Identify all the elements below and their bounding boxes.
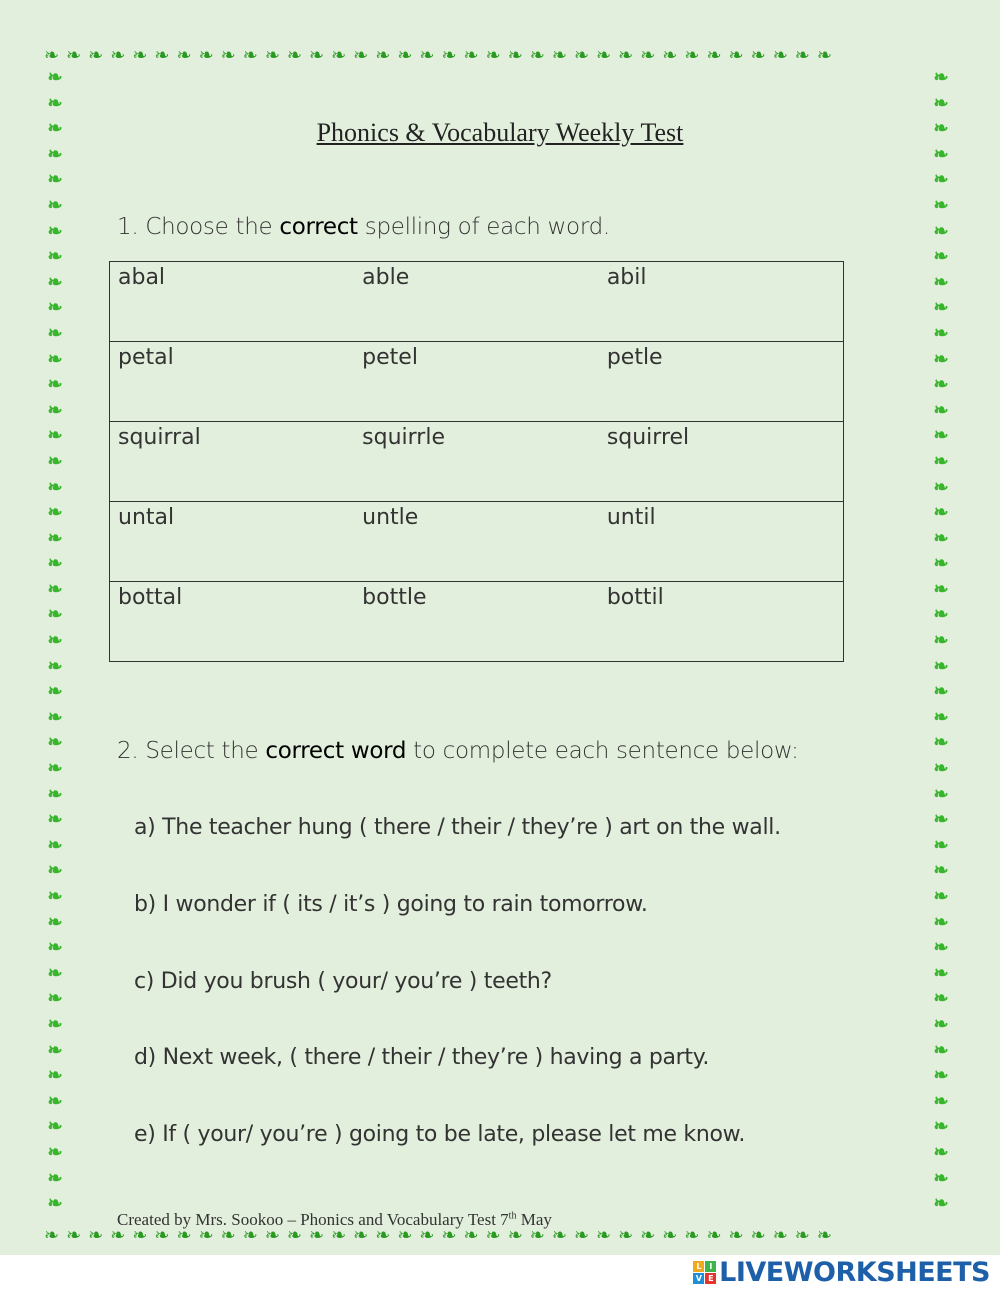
sentence-c[interactable]: c) Did you brush ( your/ you’re ) teeth? bbox=[134, 969, 552, 994]
spelling-option[interactable]: abil bbox=[599, 262, 844, 342]
brand-icon-v: V bbox=[693, 1273, 704, 1284]
brand-icon-e: E bbox=[705, 1273, 716, 1284]
sentence-d[interactable]: d) Next week, ( there / their / they’re ) having a party. bbox=[134, 1045, 710, 1070]
footer-credit bbox=[117, 1210, 552, 1230]
spelling-option[interactable]: squirrle bbox=[354, 422, 599, 502]
decorative-border-bottom: ❧❧❧❧❧❧❧❧❧❧❧❧❧❧❧❧❧❧❧❧❧❧❧❧❧❧❧❧❧❧❧❧❧❧❧❧ bbox=[44, 1225, 839, 1245]
spelling-row bbox=[110, 502, 844, 582]
spelling-option[interactable]: petel bbox=[354, 342, 599, 422]
spelling-option[interactable]: untal bbox=[110, 502, 355, 582]
question-2-instruction bbox=[117, 738, 799, 764]
spelling-table bbox=[109, 261, 844, 662]
spelling-option[interactable]: petle bbox=[599, 342, 844, 422]
spelling-row bbox=[110, 342, 844, 422]
sentence-b[interactable]: b) I wonder if ( its / it’s ) going to rain tomorrow. bbox=[134, 892, 648, 917]
sentence-a[interactable]: a) The teacher hung ( there / their / they’re ) art on the wall. bbox=[134, 815, 781, 840]
question-1-emphasis: correct bbox=[279, 214, 358, 240]
spelling-option[interactable]: squirral bbox=[110, 422, 355, 502]
decorative-border-top: ❧❧❧❧❧❧❧❧❧❧❧❧❧❧❧❧❧❧❧❧❧❧❧❧❧❧❧❧❧❧❧❧❧❧❧❧ bbox=[44, 45, 839, 65]
liveworksheets-logo[interactable] bbox=[693, 1257, 990, 1287]
footer-sup: th bbox=[508, 1210, 517, 1222]
question-1-instruction bbox=[117, 214, 610, 240]
question-2-suffix: to complete each sentence below: bbox=[406, 738, 799, 764]
spelling-option[interactable]: bottil bbox=[599, 582, 844, 662]
brand-icon bbox=[693, 1261, 716, 1284]
spelling-row bbox=[110, 262, 844, 342]
page-title: Phonics & Vocabulary Weekly Test bbox=[316, 118, 684, 147]
brand-name: LIVEWORKSHEETS bbox=[719, 1256, 990, 1288]
spelling-row bbox=[110, 422, 844, 502]
spelling-option[interactable]: able bbox=[354, 262, 599, 342]
spelling-option[interactable]: bottle bbox=[354, 582, 599, 662]
brand-icon-i: I bbox=[705, 1261, 716, 1272]
spelling-option[interactable]: untle bbox=[354, 502, 599, 582]
question-1-suffix: spelling of each word. bbox=[357, 214, 610, 240]
spelling-option[interactable]: petal bbox=[110, 342, 355, 422]
decorative-border-left: ❧ ❧ ❧ ❧ ❧ ❧ ❧ ❧ ❧ ❧ ❧ ❧ ❧ ❧ ❧ ❧ ❧ ❧ ❧ ❧ ❧ ❧ ❧ ❧ ❧ ❧ ❧ ❧ ❧ ❧ ❧ ❧ ❧ ❧ ❧ ❧ ❧ ❧ ❧ ❧ ❧ ❧ ❧ ❧ ❧ bbox=[47, 67, 63, 1214]
footer-tail: May bbox=[516, 1210, 552, 1229]
brand-icon-l: L bbox=[693, 1261, 704, 1272]
spelling-option[interactable]: squirrel bbox=[599, 422, 844, 502]
decorative-border-right: ❧ ❧ ❧ ❧ ❧ ❧ ❧ ❧ ❧ ❧ ❧ ❧ ❧ ❧ ❧ ❧ ❧ ❧ ❧ ❧ ❧ ❧ ❧ ❧ ❧ ❧ ❧ ❧ ❧ ❧ ❧ ❧ ❧ ❧ ❧ ❧ ❧ ❧ ❧ ❧ ❧ ❧ ❧ ❧ ❧ bbox=[933, 67, 949, 1214]
question-2-prefix: 2. Select the bbox=[117, 738, 266, 764]
spelling-option[interactable]: abal bbox=[110, 262, 355, 342]
question-2-emphasis: correct word bbox=[265, 738, 407, 764]
sentence-e[interactable]: e) If ( your/ you’re ) going to be late, please let me know. bbox=[134, 1122, 746, 1147]
spelling-option[interactable]: until bbox=[599, 502, 844, 582]
spelling-row bbox=[110, 582, 844, 662]
spelling-option[interactable]: bottal bbox=[110, 582, 355, 662]
question-1-prefix: 1. Choose the bbox=[117, 214, 280, 240]
footer-text: Created by Mrs. Sookoo – Phonics and Vocabulary Test 7 bbox=[117, 1210, 509, 1229]
